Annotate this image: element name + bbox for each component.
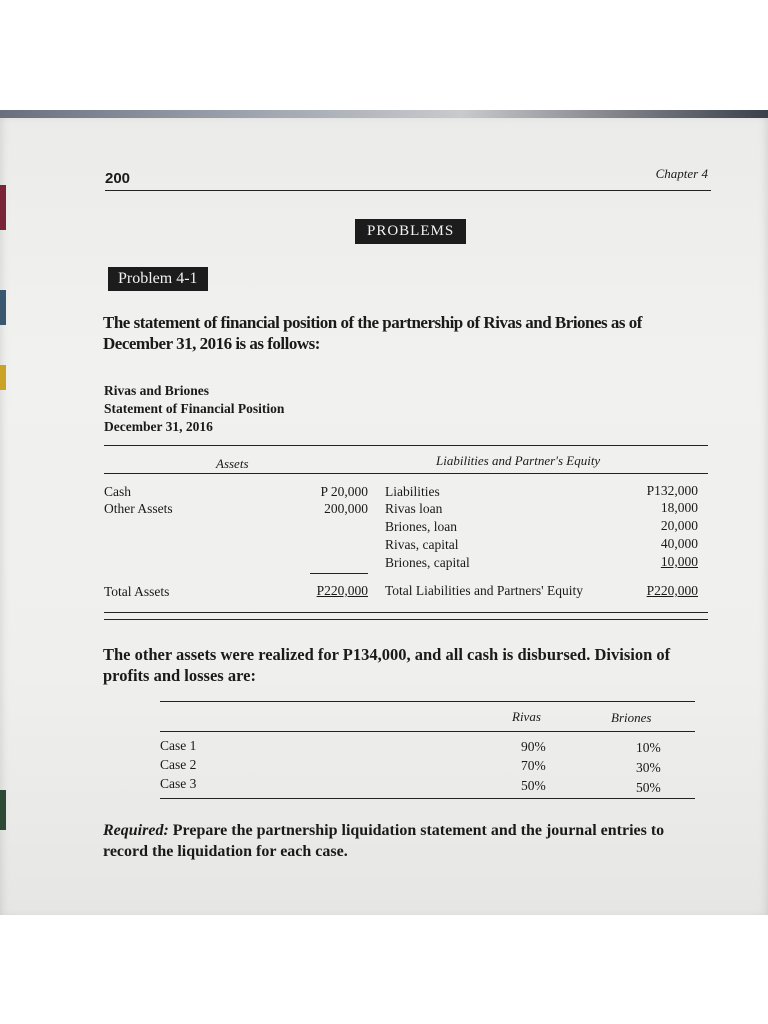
- statement-title: Statement of Financial Position: [104, 401, 285, 416]
- liability-amount: 40,000: [660, 536, 698, 551]
- briones-ratio: 30%: [636, 760, 661, 775]
- rivas-ratio: 90%: [521, 739, 546, 754]
- case-label: Case 2: [160, 757, 197, 772]
- intro-paragraph: The statement of financial position of the partnership of Rivas and Briones as of December 31, 2016 is as follows:: [103, 313, 642, 353]
- page-edge: [0, 110, 768, 118]
- ratio-rule: [160, 731, 695, 732]
- header-rule: [105, 190, 711, 191]
- chapter-label: Chapter 4: [655, 166, 708, 181]
- spine-mark: [0, 185, 6, 230]
- asset-amount: P 20,000: [320, 484, 368, 499]
- liabilities-header: Liabilities and Partner's Equity: [436, 453, 601, 468]
- required-text: Prepare the partnership liquidation statement and the journal entries to record the liquidation for each case.: [103, 822, 665, 860]
- spine-mark: [0, 790, 6, 830]
- table-rule: [104, 473, 708, 474]
- ratio-header-rivas: Rivas: [512, 709, 541, 724]
- table-rule: [104, 619, 708, 620]
- liability-label: Briones, loan: [385, 519, 457, 534]
- rivas-ratio: 70%: [521, 758, 546, 773]
- total-assets-amount: P220,000: [316, 583, 368, 598]
- assets-header: Assets: [216, 456, 249, 471]
- total-liabilities-label: Total Liabilities and Partners' Equity: [385, 583, 583, 598]
- rivas-ratio: 50%: [521, 778, 546, 793]
- liability-amount: 18,000: [660, 500, 698, 515]
- briones-ratio: 10%: [636, 740, 661, 755]
- problem-label: Problem 4-1: [108, 267, 208, 291]
- table-rule: [104, 445, 708, 446]
- total-liabilities-amount: P220,000: [646, 583, 698, 598]
- liability-amount: 10,000: [660, 554, 698, 569]
- briones-ratio: 50%: [636, 780, 661, 795]
- asset-amount: 200,000: [324, 501, 368, 516]
- required-label: Required:: [103, 822, 169, 839]
- spine-mark: [0, 290, 6, 325]
- ratio-rule: [160, 798, 695, 799]
- liability-label: Rivas loan: [385, 501, 443, 516]
- ratio-rule: [160, 701, 695, 702]
- statement-company: Rivas and Briones: [104, 383, 210, 398]
- liability-amount: P132,000: [646, 483, 698, 498]
- case-label: Case 1: [160, 738, 197, 753]
- asset-label: Other Assets: [104, 501, 173, 516]
- liability-amount: 20,000: [660, 518, 698, 533]
- liability-label: Briones, capital: [385, 555, 470, 570]
- liability-label: Rivas, capital: [385, 537, 459, 552]
- liability-label: Liabilities: [385, 484, 440, 499]
- spine-mark: [0, 365, 6, 390]
- statement-date: December 31, 2016: [104, 419, 213, 434]
- subtotal-rule: [310, 573, 368, 574]
- ratio-header-briones: Briones: [611, 710, 652, 725]
- realization-paragraph: The other assets were realized for P134,000, and all cash is disbursed. Division of profits and losses are:: [103, 645, 671, 685]
- total-assets-label: Total Assets: [104, 584, 170, 599]
- page-number: 200: [105, 170, 131, 187]
- asset-label: Cash: [104, 484, 131, 499]
- required-paragraph: [103, 820, 713, 862]
- case-label: Case 3: [160, 776, 197, 791]
- section-title: PROBLEMS: [355, 219, 466, 244]
- table-rule: [104, 612, 708, 613]
